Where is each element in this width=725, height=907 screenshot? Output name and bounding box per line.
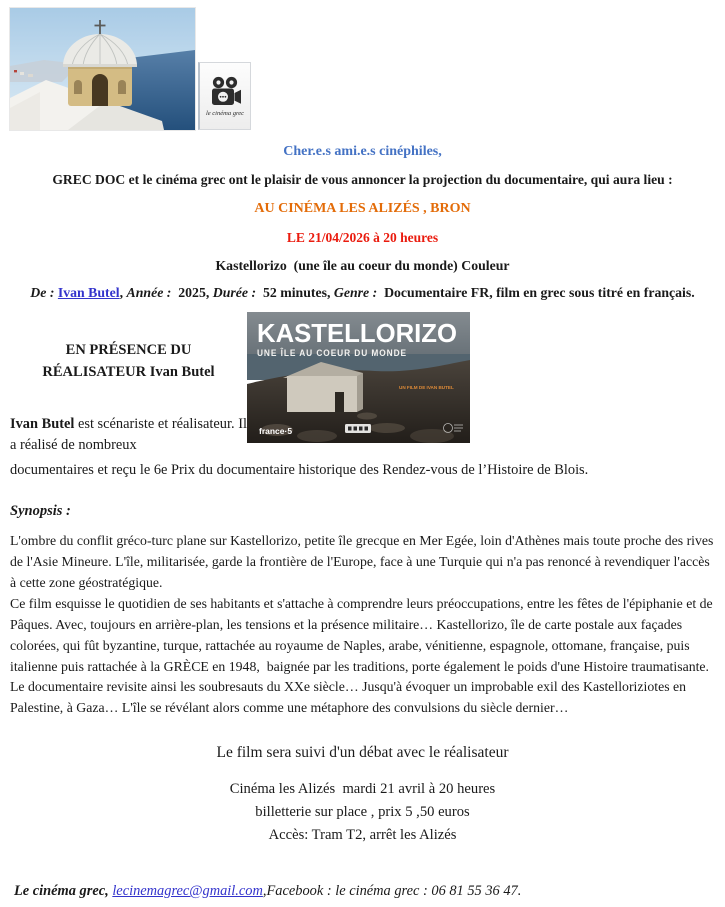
datetime-line: LE 21/04/2026 à 20 heures <box>286 230 439 245</box>
event-access-line: Accès: Tram T2, arrêt les Alizés <box>268 826 457 843</box>
director-name: Ivan Butel <box>10 415 75 432</box>
director-link[interactable]: Ivan Butel <box>57 285 120 300</box>
synopsis-paragraph-2: Ce film esquisse le quotidien de ses habitants et s'attache à comprendre leurs préoccupations, entre les fêtes de l'épiphanie et de Pâques. Avec, toujours en arrière-plan, les tensions et la présence militaire… Kastellorizo, île de carte postale aux façades colorées, qui fût byzantine, turque, rattachée au royaume de Naples, arabe, vénitienne, espagnole, ottomane, française, puis italienne puis rattachée à la GRÈCE en 1948, baignée par les traditions, porte également le poids d'une Histoire traumatisante. Le documentaire revisite ainsi les soubresauts du XXe siècle… Jusqu'à évoquer un improbable exil des Kastelloriziotes en Palestine, à Gaza… L'île se révélant alors comme une métaphore des convulsions du siècle dernier… <box>10 595 717 716</box>
event-venue-line: Cinéma les Alizés mardi 21 avril à 20 heures <box>229 781 496 798</box>
poster-subtitle: UNE ÎLE AU COEUR DU MONDE <box>257 348 420 359</box>
film-camera-icon <box>208 76 242 108</box>
director-bio-continuation: documentaires et reçu le 6e Prix du documentaire historique des Rendez-vous de l’Histoire de Blois. <box>10 462 589 479</box>
venue-line: AU CINÉMA LES ALIZÉS , BRON <box>254 201 471 216</box>
announcement-line: GREC DOC et le cinéma grec ont le plaisir de vous annoncer la projection du documentaire, qui aura lieu : <box>52 172 673 187</box>
top-row <box>0 0 725 130</box>
footer-contact-line <box>14 883 521 900</box>
credits-duree-value: 52 minutes, <box>259 285 334 300</box>
poster-title: KASTELLORIZO <box>257 318 457 349</box>
greeting-line: Cher.e.s ami.e.s cinéphiles, <box>283 144 442 159</box>
poster-bottom-center-logo <box>345 424 371 433</box>
footer-email-link[interactable]: lecinemagrec@gmail.com <box>112 883 263 899</box>
credits-annee-value: 2025, <box>174 285 213 300</box>
presence-text: EN PRÉSENCE DU RÉALISATEUR Ivan Butel <box>42 342 215 381</box>
greek-church-photo-image <box>10 8 195 130</box>
synopsis-paragraph-1: L'ombre du conflit gréco-turc plane sur Kastellorizo, petite île grecque en Mer Egée, loin d'Athènes mais toute proche des rives de l'Asie Mineure. L'île, militarisée, garde la frontière de l'Europe, face à une Turquie qui n'a pas renoncé à revendiquer l'accès à cette zone géostratégique. <box>10 532 717 590</box>
poster-channel-logo: france·5 <box>259 426 293 437</box>
middle-row <box>0 312 725 457</box>
logo-caption: le cinéma grec <box>205 109 245 117</box>
synopsis-label: Synopsis : <box>10 502 71 519</box>
director-column <box>10 312 247 457</box>
film-poster-image <box>247 312 470 443</box>
director-bio-text: est scénariste et réalisateur. Il a réalisé de nombreux <box>10 415 247 454</box>
credits-genre-label: Genre : <box>333 285 381 300</box>
director-bio <box>10 414 247 457</box>
film-title-line: Kastellorizo (une île au coeur du monde) Couleur <box>215 258 510 273</box>
credits-line <box>18 282 708 303</box>
film-poster <box>247 312 470 443</box>
credits-genre-value: Documentaire FR, film en grec sous titré en français. <box>380 285 695 300</box>
poster-film-by: UN FILM DE IVAN BUTEL <box>399 385 454 391</box>
credits-de-label: De : <box>30 285 58 300</box>
event-ticket-line: billetterie sur place , prix 5 ,50 euros <box>255 804 470 821</box>
footer-contact-rest: ,Facebook : le cinéma grec : 06 81 55 36 47. <box>262 883 522 899</box>
event-block <box>0 778 725 846</box>
cinema-grec-logo-card <box>198 62 251 130</box>
credits-duree-label: Durée : <box>212 285 260 300</box>
debate-line: Le film sera suivi d'un débat avec le réalisateur <box>216 744 509 762</box>
credits-annee-label: Année : <box>126 285 175 300</box>
greek-church-photo <box>10 8 195 130</box>
footer-org-name: Le cinéma grec, <box>14 883 113 899</box>
credits-comma: , <box>119 285 127 300</box>
